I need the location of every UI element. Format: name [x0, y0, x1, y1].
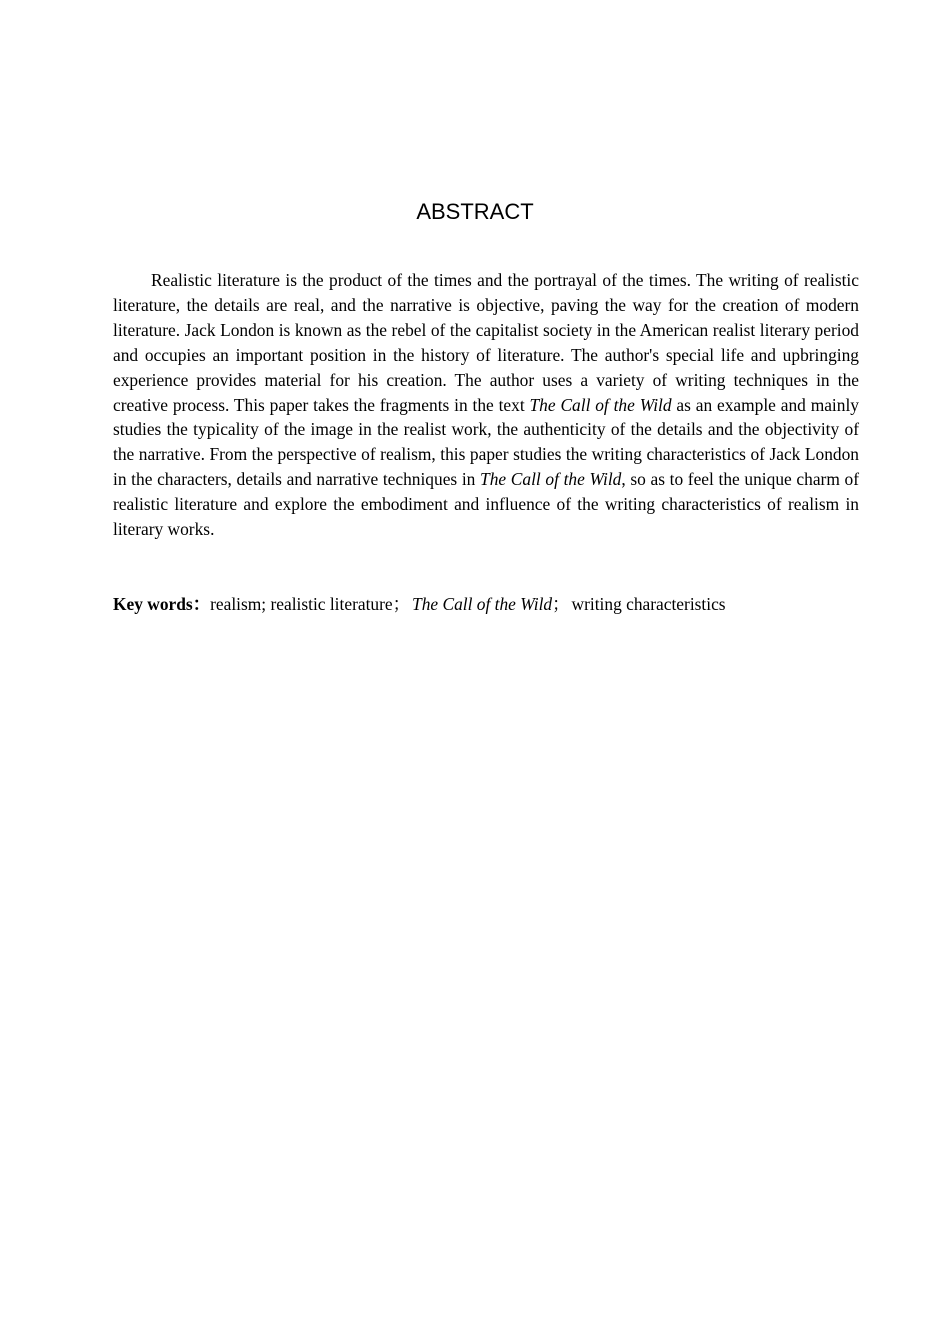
abstract-text-part-2: as an example and mainly studies the typicality of the image in the realist work, the authenticity of the details and the objectivity of the narrative. From the perspective of realism, this paper studies the writing characteristics of Jack London in the characters, details and narrative techniques in — [113, 394, 859, 490]
keywords-label: Key words： — [113, 594, 211, 614]
keyword-separator: ； — [552, 594, 570, 614]
abstract-heading: ABSTRACT — [416, 199, 534, 224]
keyword-separator: ； — [392, 594, 411, 614]
abstract-paragraph — [113, 268, 859, 542]
keyword-item: writing characteristics — [571, 594, 726, 614]
book-title-italic: The Call of the Wild — [480, 469, 622, 490]
keywords-line — [113, 592, 859, 617]
abstract-body — [113, 268, 859, 542]
keyword-item: realism; realistic literature — [210, 594, 393, 614]
book-title-italic: The Call of the Wild — [529, 394, 672, 415]
abstract-text-part-3: , so as to feel the unique charm of realistic literature and explore the embodiment and influence of the writing characteristics of realism in literary works. — [113, 469, 859, 540]
keyword-item-italic: The Call of the Wild — [412, 594, 553, 614]
abstract-text-part-1: Realistic literature is the product of the times and the portrayal of the times. The writing of realistic literature, the details are real, and the narrative is objective, paving the way for the creation of modern literature. Jack London is known as the rebel of the capitalist society in the American realist literary period and occupies an important position in the history of literature. The author's special life and upbringing experience provides material for his creation. The author uses a variety of writing techniques in the creative process. This paper takes the fragments in the text — [113, 270, 859, 415]
